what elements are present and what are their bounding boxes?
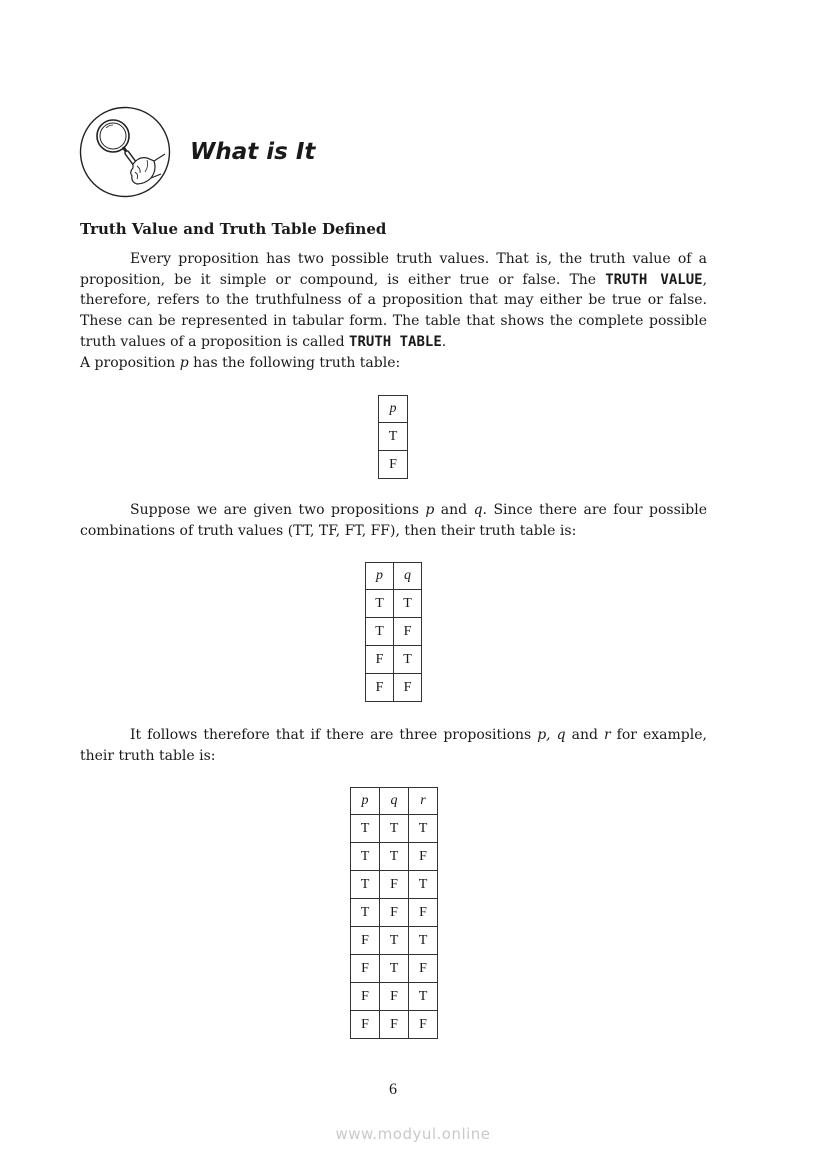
proposition-p-line: A proposition p has the following truth table: xyxy=(80,355,401,371)
table-header: p xyxy=(379,396,408,423)
table-cell: T xyxy=(409,983,438,1011)
table-cell: F xyxy=(351,955,380,983)
truth-table-p xyxy=(378,395,408,479)
table-cell: F xyxy=(380,983,409,1011)
table-cell: F xyxy=(379,451,408,479)
truth-value-term: TRUTH VALUE xyxy=(605,271,703,288)
watermark: www.modyul.online xyxy=(335,1125,491,1143)
subheading: Truth Value and Truth Table Defined xyxy=(80,220,387,238)
table-cell: T xyxy=(351,815,380,843)
two-propositions-paragraph: Suppose we are given two propositions p and q. Since there are four possible combinations of truth values (TT, TF, FT, FF), then their truth table is: xyxy=(80,502,707,539)
table-cell: T xyxy=(409,927,438,955)
table-cell: T xyxy=(379,423,408,451)
table-cell: T xyxy=(380,927,409,955)
truth-table-term: TRUTH TABLE xyxy=(349,333,442,350)
section-heading: What is It xyxy=(190,139,316,165)
table-cell: F xyxy=(380,871,409,899)
table-cell: T xyxy=(409,815,438,843)
three-propositions-paragraph: It follows therefore that if there are three propositions p, q and r for example, their truth table is: xyxy=(80,727,707,764)
table-cell: T xyxy=(394,646,422,674)
intro-paragraph: Every proposition has two possible truth values. That is, the truth value of a proposition, be it simple or compound, is either true or false. The TRUTH VALUE, therefore, refers to the truthfulness of a proposition that may either be true or false. These can be represented in tabular form. The table that shows the complete possible truth values of a proposition is called TRUTH TABLE. xyxy=(80,251,708,350)
table-cell: F xyxy=(366,646,394,674)
table-cell: T xyxy=(380,843,409,871)
table-cell: T xyxy=(409,871,438,899)
table-cell: F xyxy=(351,983,380,1011)
table-cell: F xyxy=(351,1011,380,1039)
table-cell: T xyxy=(351,843,380,871)
table-cell: T xyxy=(366,618,394,646)
table-cell: F xyxy=(409,899,438,927)
table-cell: T xyxy=(366,590,394,618)
table-cell: F xyxy=(380,1011,409,1039)
table-header: q xyxy=(394,563,422,590)
table-cell: F xyxy=(409,955,438,983)
table-cell: T xyxy=(394,590,422,618)
table-cell: T xyxy=(380,815,409,843)
table-header: p xyxy=(366,563,394,590)
table-cell: T xyxy=(351,871,380,899)
table-cell: F xyxy=(394,618,422,646)
table-header: p xyxy=(351,788,380,815)
truth-table-pq xyxy=(365,562,422,702)
table-cell: F xyxy=(409,1011,438,1039)
table-header: q xyxy=(380,788,409,815)
page-number: 6 xyxy=(389,1081,397,1098)
table-cell: F xyxy=(394,674,422,702)
table-header: r xyxy=(409,788,438,815)
table-cell: T xyxy=(351,899,380,927)
table-cell: F xyxy=(351,927,380,955)
table-cell: F xyxy=(366,674,394,702)
table-cell: F xyxy=(380,899,409,927)
magnifying-glass-icon xyxy=(79,106,171,198)
table-cell: T xyxy=(380,955,409,983)
table-cell: F xyxy=(409,843,438,871)
truth-table-pqr xyxy=(350,787,438,1039)
